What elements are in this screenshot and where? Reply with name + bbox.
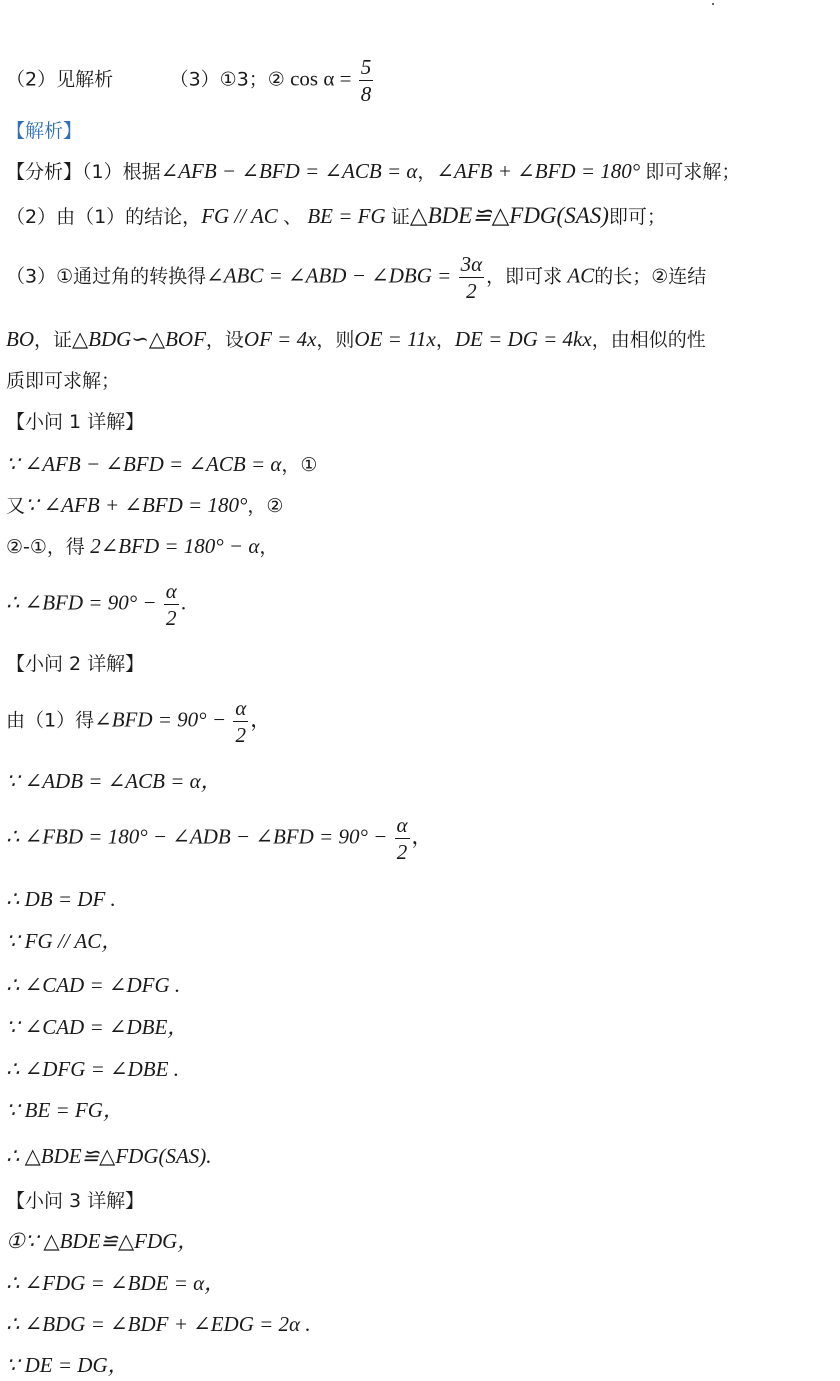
part3-step-2: ∴ ∠FDG = ∠BDE = α，: [6, 1271, 226, 1295]
fraction-denominator: 2: [396, 840, 408, 864]
text: 、: [283, 206, 303, 228]
part2-step-10: ∴ △BDE≌△FDG(SAS).: [6, 1144, 212, 1168]
equation: ∴ ∠FBD = 180° − ∠ADB − ∠BFD = 90° −: [6, 824, 388, 849]
fraction-alpha-over-2: [233, 695, 248, 748]
fraction-numerator: 3α: [460, 252, 483, 276]
part2-step-3: [6, 812, 433, 865]
equation: OE = 11x: [354, 327, 436, 351]
part1-step-1: [6, 450, 317, 479]
answer-summary: [6, 54, 375, 107]
equation: FG // AC: [201, 204, 278, 228]
text: ，: [417, 161, 437, 183]
part2-heading: 【小问 2 详解】: [6, 653, 145, 675]
equation: ∠ABC = ∠ABD − ∠DBG =: [206, 263, 452, 288]
text: ，: [250, 707, 272, 732]
fraction-denominator: 2: [466, 279, 477, 303]
part3-step-4: ∵ DE = DG，: [6, 1353, 129, 1377]
answer-part3-label: （3）①3；②: [169, 68, 285, 91]
text: ，: [435, 329, 455, 351]
equation: △BDG∽△BOF: [72, 327, 206, 351]
part3-step-1: ①∵ △BDE≌△FDG，: [6, 1229, 199, 1253]
part2-step-2: ∵ ∠ADB = ∠ACB = α，: [6, 769, 222, 793]
text: ，: [411, 824, 433, 849]
analysis-line-1: [6, 157, 740, 186]
analysis-line-4: [6, 325, 706, 354]
part1-heading: 【小问 1 详解】: [6, 411, 145, 433]
part1-step-2: [6, 491, 283, 520]
text: ，: [259, 536, 279, 558]
part2-step-6: ∴ ∠CAD = ∠DFG .: [6, 973, 181, 997]
answer-fraction: [359, 54, 374, 107]
equation: ∴ ∠BFD = 90° −: [6, 590, 157, 615]
analysis-heading: 【解析】: [6, 120, 83, 142]
text: （3）①通过角的转换得: [6, 265, 207, 288]
part3-step-3: ∴ ∠BDG = ∠BDF + ∠EDG = 2α .: [6, 1312, 311, 1336]
fraction-numerator: α: [396, 813, 408, 837]
fraction-denominator: 8: [360, 82, 372, 106]
equation: ∵ ∠AFB + ∠BFD = 180°: [25, 493, 248, 517]
equation: ∵ ∠AFB − ∠BFD = ∠ACB = α: [6, 452, 282, 476]
fraction-numerator: α: [235, 696, 247, 720]
part3-heading: 【小问 3 详解】: [6, 1190, 145, 1212]
part1-step-4: [6, 578, 186, 631]
text: 【分析】（1）根据: [6, 161, 161, 183]
fraction-numerator: α: [165, 579, 177, 603]
fraction-alpha-over-2: [164, 578, 179, 631]
text: ，②: [247, 495, 284, 517]
fraction-denominator: 2: [235, 723, 247, 747]
text: ，①: [281, 454, 318, 476]
text: 证: [390, 206, 410, 228]
scan-speck: [712, 3, 714, 5]
equation: 2∠BFD = 180° − α: [90, 534, 260, 558]
fraction-3alpha-over-2: [459, 251, 485, 304]
text: ，设: [205, 329, 244, 351]
text: 的长；②连结: [594, 265, 707, 288]
equation: OF = 4x: [243, 327, 317, 351]
equation: DE = DG = 4kx: [454, 327, 592, 351]
analysis-line-2: [6, 202, 666, 231]
equation: BO: [6, 327, 34, 351]
equation: ∠AFB + ∠BFD = 180°: [436, 159, 641, 183]
equation: △BDE≌△FDG(SAS): [409, 203, 609, 228]
fraction-denominator: 2: [166, 606, 177, 630]
part2-step-9: ∵ BE = FG，: [6, 1098, 124, 1122]
analysis-line-3: [6, 251, 706, 304]
equation: ∠AFB − ∠BFD = ∠ACB = α: [160, 159, 418, 183]
analysis-line-5: 质即可求解；: [6, 370, 121, 392]
part2-step-5: ∵ FG // AC，: [6, 929, 123, 953]
text: 即可；: [608, 206, 666, 228]
answer-part3-expr: cos α =: [290, 66, 352, 91]
text: ②-①，得: [6, 536, 85, 558]
part2-step-4: ∴ DB = DF .: [6, 887, 116, 911]
text: ，则: [316, 329, 355, 351]
part2-step-7: ∵ ∠CAD = ∠DBE，: [6, 1015, 189, 1039]
fraction-alpha-over-2: [395, 812, 410, 865]
part1-step-3: [6, 532, 278, 561]
text: （2）由（1）的结论，: [6, 206, 202, 228]
text: ，由相似的性: [591, 329, 706, 351]
text: ，证: [34, 329, 73, 351]
answer-part2: （2）见解析: [6, 68, 114, 91]
part2-step-8: ∴ ∠DFG = ∠DBE .: [6, 1057, 179, 1081]
equation: BE = FG: [307, 204, 386, 228]
text: .: [180, 590, 187, 615]
equation: ∠BFD = 90° −: [94, 707, 226, 732]
text: 即可求解；: [645, 161, 741, 183]
fraction-numerator: 5: [360, 55, 372, 79]
text: ，即可求: [486, 265, 563, 288]
equation: AC: [567, 263, 595, 288]
text: 由（1）得: [6, 709, 95, 732]
part2-step-1: [6, 695, 271, 748]
text: 又: [6, 495, 26, 517]
